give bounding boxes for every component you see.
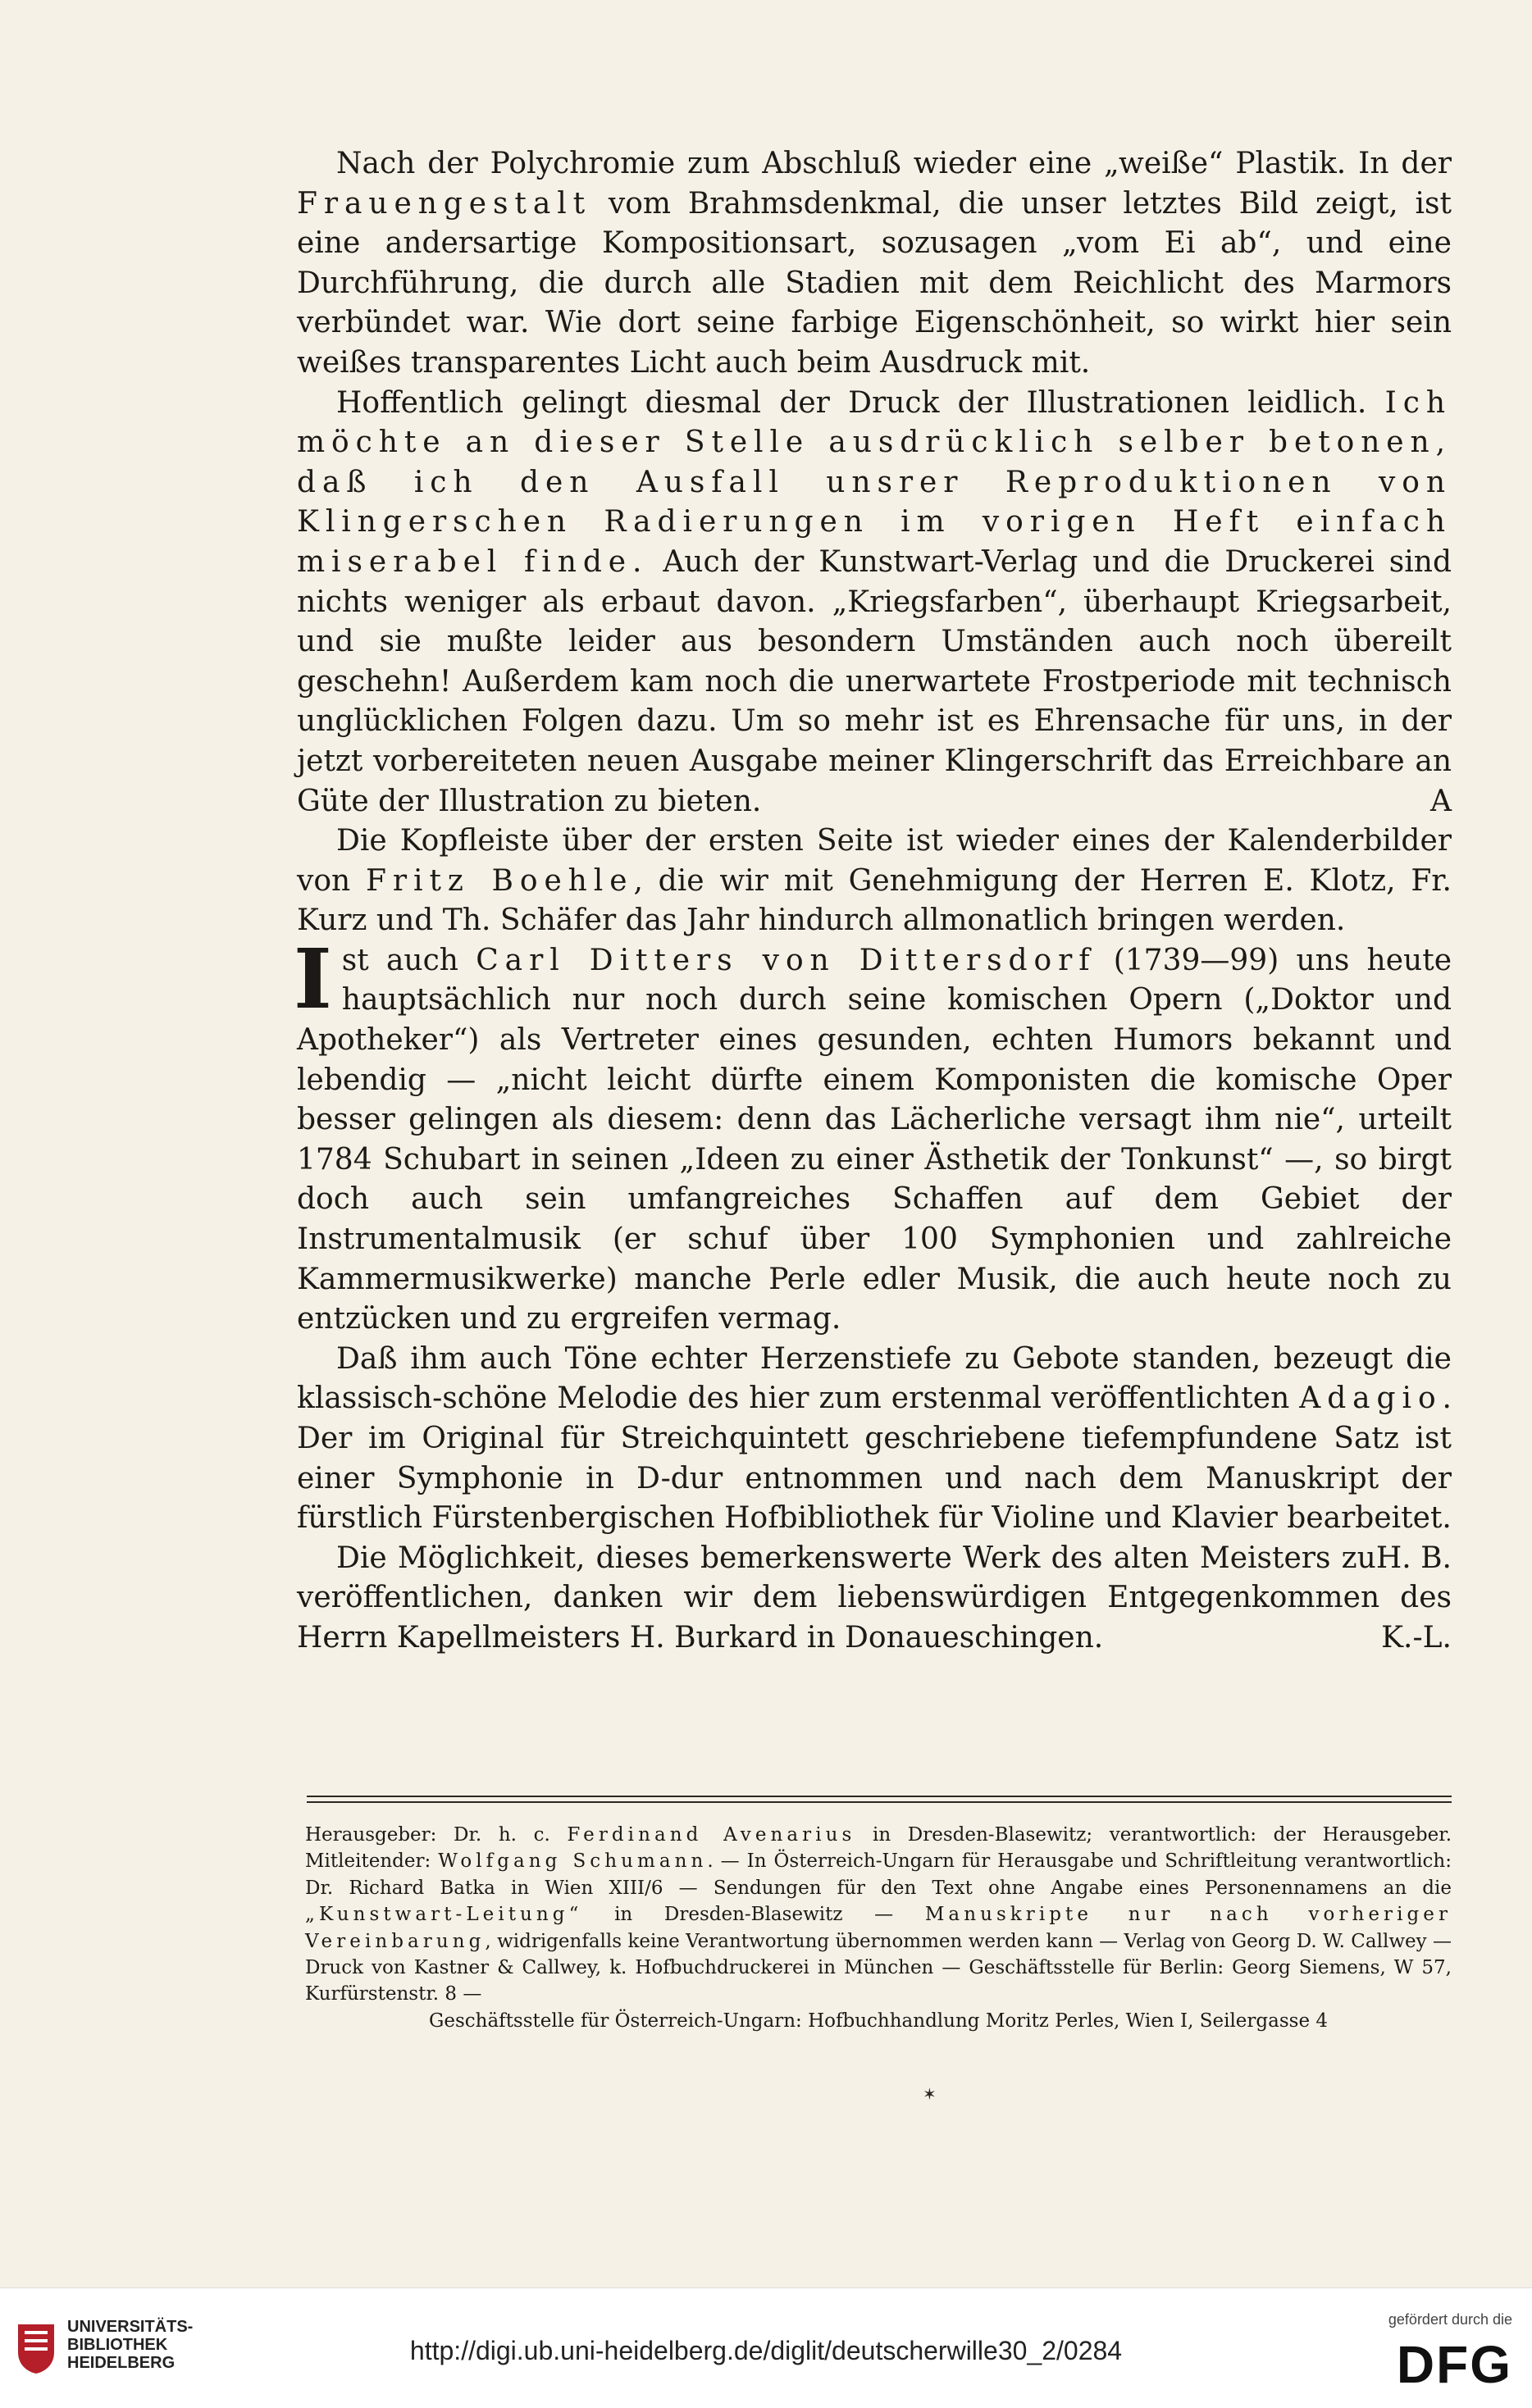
paragraph-illustrationen: Hoffentlich gelingt diesmal der Druck der Illustrationen leidlich. Ich möchte an dieser Stelle ausdrücklich selber betonen, daß ich den Ausfall unsrer Reproduktionen von Klingerschen Radierungen im vorigen Heft einfach miserabel finde. Auch der Kunstwart-Verlag und die Druckerei sind nichts weniger als erbaut davon. „Kriegsfarben“, überhaupt Kriegsarbeit, und sie mußte leider aus besondern Umständen auch noch übereilt geschehn! Außerdem kam noch die unerwartete Frostperiode mit technisch unglücklichen Folgen dazu. Um so mehr ist es Ehrensache für uns, in der jetzt vorbereiteten neuen Ausgabe meiner Klingerschrift das Erreichbare an Güte der Illustration zu bieten. A: [297, 384, 1452, 822]
author-signature: H. B.: [1375, 1541, 1452, 1575]
author-signature: K.-L.: [1381, 1620, 1452, 1655]
page-url-link[interactable]: http://digi.ub.uni-heidelberg.de/diglit/deutscherwille30_2/0284: [409, 2336, 1123, 2365]
article-body: [294, 144, 1452, 1659]
paragraph-moeglichkeit: Die Möglichkeit, dieses bemerkenswerte Werk des alten Meisters zu veröffentlichen, danken wir dem liebenswürdigen Entgegenkommen des Herrn Kapellmeisters H. Burkard in Donaueschingen. K.-L.: [297, 1539, 1452, 1659]
spaced-emphasis: „Kunstwart-Leitung“: [305, 1904, 583, 1926]
divider-rule: [307, 1801, 1452, 1803]
paragraph-adagio: Daß ihm auch Töne echter Herzenstiefe zu Gebote standen, bezeugt die klassisch-schöne Melodie des hier zum erstenmal veröffentlichten Adagio. Der im Original für Streichquintett geschriebene tiefempfundene Satz ist einer Symphonie in D-dur entnommen und nach dem Manuskript der fürstlich Fürstenbergischen Hofbibliothek für Violine und Klavier bearbeitet. H. B.: [297, 1340, 1452, 1539]
imprint-text: Herausgeber: Dr. h. c. Ferdinand Avenarius in Dresden-Blasewitz; verantwortlich: der Herausgeber. Mitleitender: Wolfgang Schumann. — In Österreich-Ungarn für Herausgabe und Schriftleitung verantwortlich: Dr. Richard Batka in Wien XIII/6 — Sendungen für den Text ohne Angabe eines Personennamens an die „Kunstwart-Leitung“ in Dresden-Blasewitz — Manuskripte nur nach vorheriger Vereinbarung, widrigenfalls keine Verantwortung übernommen werden kann — Verlag von Georg D. W. Callwey — Druck von Kastner & Callwey, k. Hofbuchdruckerei in München — Geschäftsstelle für Berlin: Georg Siemens, W 57, Kurfürstenstr. 8 —: [305, 1824, 1452, 2005]
drop-cap: I: [294, 930, 332, 1027]
spaced-emphasis: Wolfgang Schumann: [438, 1850, 708, 1873]
paragraph-dittersdorf: Ist auch Carl Ditters von Dittersdorf (1739—99) uns heute hauptsächlich nur noch durch seine komischen Opern („Doktor und Apotheker“) als Vertreter eines gesunden, echten Humors bekannt und lebendig — „nicht leicht dürfte einem Komponisten die komische Oper besser gelingen als diesem: denn das Lächerliche versagt ihm nie“, urteilt 1784 Schubart in seinen „Ideen zu einer Ästhetik der Tonkunst“ —, so birgt doch auch sein umfangreiches Schaffen auf dem Gebiet der Instrumentalmusik (er schuf über 100 Symphonien und zahlreiche Kammermusikwerke) manche Perle edler Musik, die auch heute noch zu entzücken und zu ergreifen vermag.: [294, 930, 1452, 1336]
dfg-logo[interactable]: DFG: [1396, 2335, 1512, 2394]
paragraph-polychromie: Nach der Polychromie zum Abschluß wieder eine „weiße“ Plastik. In der Frauengestalt vom Brahmsdenkmal, die unser letztes Bild zeigt, ist eine andersartige Kompositionsart, sozusagen „vom Ei ab“, und eine Durchführung, die durch alle Stadien mit dem Reichlicht des Marmors verbündet war. Wie dort seine farbige Eigenschönheit, so wirkt hier sein weißes transparentes Licht auch beim Ausdruck mit.: [297, 147, 1452, 380]
spaced-emphasis: Ich möchte an dieser Stelle ausdrücklich selber betonen, daß ich den Ausfall unsrer Reproduktionen von Klingerschen Radierungen im vorigen Heft einfach miserabel finde.: [297, 385, 1452, 579]
paragraph-kopfleiste: Die Kopfleiste über der ersten Seite ist wieder eines der Kalenderbilder von Fritz Boehle, die wir mit Genehmigung der Herren E. Klotz, Fr. Kurz und Th. Schäfer das Jahr hindurch allmonatlich bringen werden.: [297, 824, 1452, 938]
author-signature: A: [1430, 784, 1452, 818]
spaced-emphasis: Adagio: [1299, 1382, 1443, 1416]
imprint-last-line: Geschäftsstelle für Österreich-Ungarn: Hofbuchhandlung Moritz Perles, Wien I, Seilergasse 4: [428, 2010, 1328, 2032]
spaced-emphasis: Carl Ditters von Dittersdorf: [476, 943, 1097, 977]
viewer-footer: [0, 2287, 1532, 2408]
spaced-emphasis: Fritz Boehle: [366, 863, 634, 898]
spaced-emphasis: Manuskripte nur nach vorheriger Vereinbarung: [305, 1904, 1452, 1952]
imprint: [305, 1822, 1452, 2034]
spaced-emphasis: Ferdinand Avenarius: [567, 1824, 856, 1846]
university-library-name[interactable]: UNIVERSITÄTS- BIBLIOTHEK HEIDELBERG: [67, 2318, 194, 2372]
spaced-emphasis: Frauengestalt: [297, 186, 592, 221]
divider-rule: [307, 1796, 1452, 1797]
funding-note: gefördert durch die: [1388, 2311, 1512, 2328]
printer-mark-icon: ✶: [923, 2084, 937, 2104]
